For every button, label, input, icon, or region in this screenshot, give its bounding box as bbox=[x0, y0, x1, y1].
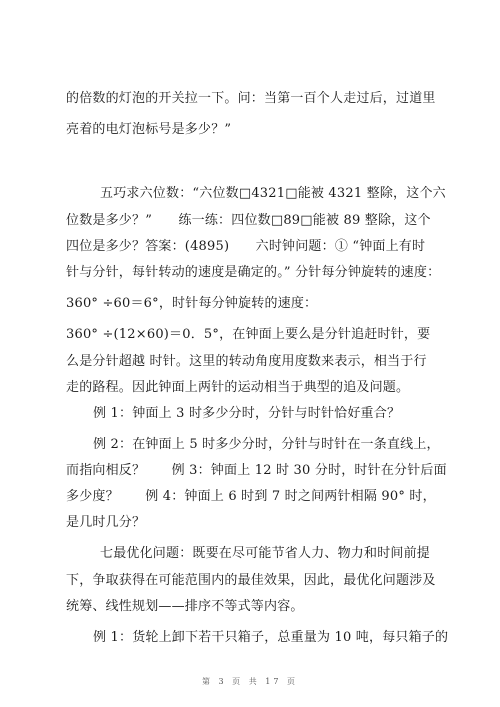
text-line: 而指向相反？ 例 3：钟面上 12 时 30 分时，时针在分针后面 bbox=[66, 463, 447, 478]
example-1-line: 例 1：钟面上 3 时多少分时，分针与时针恰好重合？ bbox=[93, 406, 401, 421]
text-line: 么是分针超越 时针。这里的转动角度用度数来表示，相当于行 bbox=[66, 354, 427, 369]
text-line: 亮着的电灯泡标号是多少？” bbox=[66, 122, 232, 137]
text-line: 四位是多少？答案：(4895) 六时钟问题：① “钟面上有时 bbox=[66, 239, 426, 254]
text-line: 针与分针，每针转动的速度是确定的。” 分针每分钟旋转的速度： bbox=[66, 265, 441, 280]
text-line: 多少度？ 例 4：钟面上 6 时到 7 时之间两针相隔 90° 时， bbox=[66, 489, 436, 504]
text-line: 360° ÷(12×60)＝0．5°，在钟面上要么是分针追赶时针，要 bbox=[66, 327, 431, 342]
text-line: 统筹、线性规划——排序不等式等内容。 bbox=[66, 599, 304, 614]
text-line: 位数是多少？” 练一练：四位数□89□能被 89 整除，这个 bbox=[66, 213, 431, 228]
example-2-line: 例 2：在钟面上 5 时多少分时，分针与时针在一条直线上， bbox=[93, 437, 440, 452]
paragraph-title-line: 七最优化问题：既要在尽可能节省人力、物力和时间前提 bbox=[100, 546, 431, 561]
text-line: 360° ÷60＝6°，时针每分钟旋转的速度： bbox=[66, 296, 318, 311]
paragraph-title-line: 五巧求六位数：“六位数□4321□能被 4321 整除，这个六 bbox=[100, 186, 446, 201]
text-line: 是几时几分？ bbox=[66, 515, 146, 530]
text-line: 走的路程。因此钟面上两针的运动相当于典型的追及问题。 bbox=[66, 380, 410, 395]
text-line: 下，争取获得在可能范围内的最佳效果，因此，最优化问题涉及 bbox=[66, 573, 436, 588]
page-footer: 第 3 页 共 17 页 bbox=[202, 677, 298, 686]
text-line: 的倍数的灯泡的开关拉一下。问：当第一百个人走过后，过道里 bbox=[66, 91, 436, 106]
example-line: 例 1：货轮上卸下若干只箱子，总重量为 10 吨，每只箱子的 bbox=[93, 630, 449, 645]
